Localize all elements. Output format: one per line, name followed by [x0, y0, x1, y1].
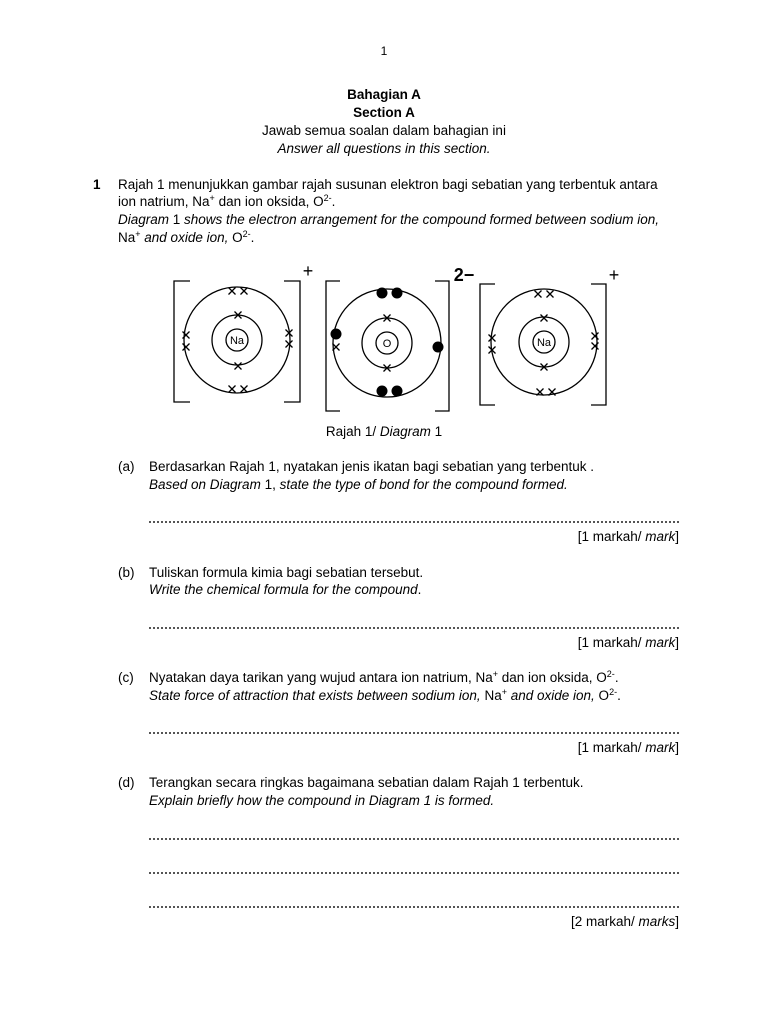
section-title-malay: Bahagian A — [347, 87, 421, 102]
part-a-malay: Berdasarkan Rajah 1, nyatakan jenis ikatan bagi sebatian yang terbentuk . — [149, 459, 595, 474]
part-d-label: (d) — [118, 775, 135, 790]
part-b-marks: [1 markah/ mark] — [577, 635, 679, 650]
answer-line-b[interactable] — [149, 617, 679, 629]
part-c-label: (c) — [118, 670, 134, 685]
part-d-malay: Terangkan secara ringkas bagaimana sebatian dalam Rajah 1 terbentuk. — [149, 775, 584, 790]
page-number: 1 — [380, 44, 388, 58]
part-a-marks: [1 markah/ mark] — [577, 529, 679, 544]
instruction-english: Answer all questions in this section. — [277, 141, 491, 156]
charge-plus-left: + — [302, 261, 314, 281]
answer-line-d-1[interactable] — [149, 828, 679, 840]
section-title-english: Section A — [353, 105, 415, 120]
nucleus-label-na-right: Na — [536, 337, 552, 349]
part-c-marks: [1 markah/ mark] — [577, 740, 679, 755]
part-b-malay: Tuliskan formula kimia bagi sebatian tersebut. — [149, 565, 424, 580]
answer-line-c[interactable] — [149, 722, 679, 734]
part-d-english: Explain briefly how the compound in Diagram 1 is formed. — [149, 793, 495, 808]
charge-two-minus: 2− — [453, 265, 475, 285]
question-number: 1 — [93, 177, 101, 192]
part-c-english: State force of attraction that exists between sodium ion, Na+ and oxide ion, $O^{2-}$. — [149, 687, 621, 703]
nucleus-label-na-left: Na — [229, 335, 245, 347]
charge-plus-right: + — [608, 265, 620, 285]
electron-arrangement-diagram — [160, 258, 630, 418]
part-b-english: Write the chemical formula for the compound. — [149, 582, 422, 597]
question-intro-english-2: Na+ and oxide ion, $O^{2-}$. — [118, 229, 255, 245]
question-intro-english-1: Diagram 1 shows the electron arrangement for the compound formed between sodium ion, — [118, 212, 660, 227]
nucleus-label-o: O — [382, 338, 392, 350]
answer-line-a[interactable] — [149, 511, 679, 523]
answer-line-d-3[interactable] — [149, 896, 679, 908]
part-a-english: Based on Diagram 1, state the type of bond for the compound formed. — [149, 477, 568, 492]
question-intro-malay-1: Rajah 1 menunjukkan gambar rajah susunan elektron bagi sebatian yang terbentuk antara — [118, 177, 658, 192]
part-d-marks: [2 markah/ marks] — [570, 914, 679, 929]
instruction-malay: Jawab semua soalan dalam bahagian ini — [262, 123, 506, 138]
part-a-label: (a) — [118, 459, 135, 474]
diagram-caption: Rajah 1/ Diagram 1 — [325, 424, 443, 439]
answer-line-d-2[interactable] — [149, 862, 679, 874]
question-intro-malay-2: ion natrium, Na+ dan ion oksida, $O^{2-}$. — [118, 193, 336, 209]
part-b-label: (b) — [118, 565, 135, 580]
part-c-malay: Nyatakan daya tarikan yang wujud antara ion natrium, Na+ dan ion oksida, $O^{2-}$. — [149, 669, 619, 685]
